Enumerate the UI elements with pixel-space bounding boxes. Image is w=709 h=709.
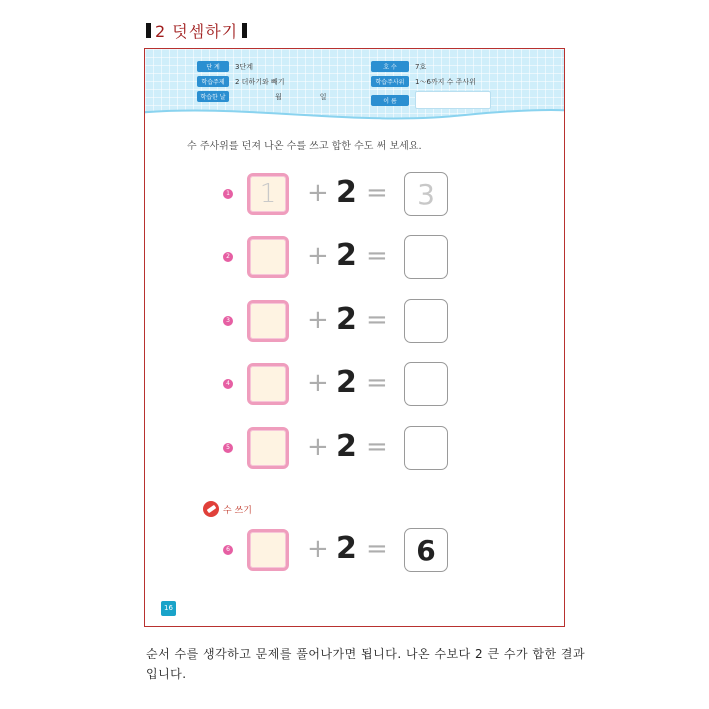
addend: 2	[336, 365, 357, 400]
date-label: 학습한 날	[197, 91, 229, 102]
result-box[interactable]	[404, 362, 448, 406]
addend: 2	[336, 302, 357, 337]
problem-row	[145, 297, 564, 345]
result-box[interactable]	[404, 235, 448, 279]
left-bar	[146, 23, 151, 38]
result-box[interactable]	[404, 426, 448, 470]
plus-sign: +	[307, 178, 329, 208]
problem-row	[145, 360, 564, 408]
plus-sign: +	[307, 432, 329, 462]
result-box[interactable]: 6	[404, 528, 448, 572]
result-box[interactable]	[404, 299, 448, 343]
problem-number: 6	[223, 545, 233, 555]
topic-label: 학습주제	[197, 76, 229, 87]
equals-sign: =	[366, 178, 388, 208]
addend: 2	[336, 429, 357, 464]
equals-sign: =	[366, 432, 388, 462]
plus-sign: +	[307, 368, 329, 398]
subtopic-label: 학습주사위	[371, 76, 409, 87]
pencil-icon	[203, 501, 219, 517]
header-wave	[144, 101, 565, 131]
issue-row	[371, 61, 426, 72]
name-row	[371, 91, 491, 109]
equals-sign: =	[366, 534, 388, 564]
answer-box[interactable]: 1	[247, 173, 289, 215]
problem-row	[145, 526, 564, 574]
problem-number: 1	[223, 189, 233, 199]
month-label: 월	[275, 92, 282, 101]
stage-label: 단 계	[197, 61, 229, 72]
plus-sign: +	[307, 534, 329, 564]
instruction-text: 수 주사위를 던져 나온 수를 쓰고 합한 수도 써 보세요.	[187, 141, 422, 152]
addend: 2	[336, 175, 357, 210]
worksheet-page	[144, 48, 565, 627]
section-number: 2	[155, 21, 167, 41]
subtopic-row	[371, 76, 476, 87]
addend: 2	[336, 238, 357, 273]
problem-row	[145, 424, 564, 472]
answer-box[interactable]	[247, 300, 289, 342]
topic-value: 2 더하기와 빼기	[235, 77, 285, 86]
caption-text: 순서 수를 생각하고 문제를 풀어나가면 됩니다. 나온 수보다 2 큰 수가 합한 결과입니다.	[146, 647, 586, 681]
name-field[interactable]	[415, 91, 491, 109]
equals-sign: =	[366, 368, 388, 398]
stage-row	[197, 61, 253, 72]
problem-number: 5	[223, 443, 233, 453]
topic-row	[197, 76, 284, 87]
date-row	[197, 91, 327, 102]
addend: 2	[336, 531, 357, 566]
issue-label: 호 수	[371, 61, 409, 72]
problem-number: 4	[223, 379, 233, 389]
section-title	[146, 18, 247, 42]
right-bar	[242, 23, 247, 38]
plus-sign: +	[307, 305, 329, 335]
stage-value: 3단계	[235, 62, 253, 71]
equals-sign: =	[366, 305, 388, 335]
problem-row	[145, 233, 564, 281]
answer-box[interactable]	[247, 427, 289, 469]
name-label: 이 름	[371, 95, 409, 106]
answer-box[interactable]	[247, 529, 289, 571]
day-label: 일	[319, 92, 327, 101]
problem-number: 2	[223, 252, 233, 262]
answer-box[interactable]	[247, 363, 289, 405]
page-number: 16	[161, 601, 176, 616]
write-label-text: 수 쓰기	[223, 505, 252, 516]
plus-sign: +	[307, 241, 329, 271]
issue-value: 7호	[415, 62, 427, 71]
equals-sign: =	[366, 241, 388, 271]
section-title-text: 덧셈하기	[172, 21, 239, 41]
problem-row	[145, 170, 564, 218]
answer-box[interactable]	[247, 236, 289, 278]
subtopic-value: 1～6까지 수 주사위	[415, 77, 476, 86]
write-section-label	[203, 501, 252, 517]
problem-number: 3	[223, 316, 233, 326]
result-box[interactable]: 3	[404, 172, 448, 216]
